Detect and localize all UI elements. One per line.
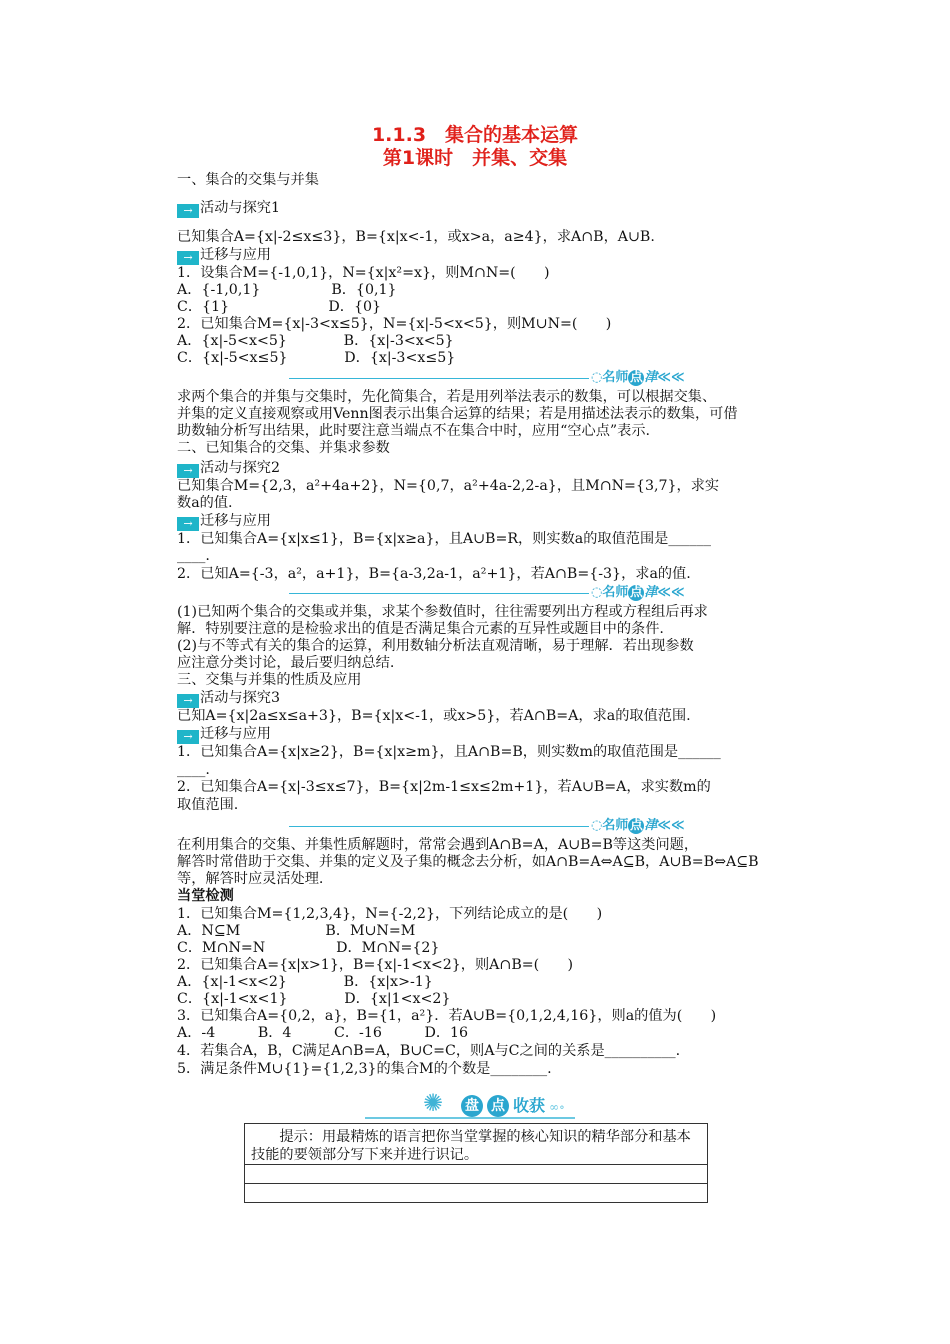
- text-line: (1)已知两个集合的交集或并集，求某个参数值时，往往需要列出方程或方程组后再求: [177, 604, 708, 620]
- activity-2: [177, 460, 280, 478]
- palm-icon: ✺: [423, 1089, 444, 1117]
- summary-box: [244, 1123, 708, 1203]
- summary-hint: 提示：用最精炼的语言把你当堂掌握的核心知识的精华部分和基本技能的要领部分写下来并进行识记。: [251, 1129, 691, 1163]
- mingshi-banner: [289, 585, 699, 601]
- text-line: ____.: [177, 762, 210, 778]
- text-line: 2．已知A={-3，a²，a+1}，B={a-3,2a-1，a²+1}，若A∩B={-3}，求a的值.: [177, 566, 691, 582]
- activity-1: [177, 200, 280, 218]
- mingshi-badge: ◌名师点 津≪≪: [591, 585, 685, 600]
- text-line: 解．特别要注意的是检验求出的值是否满足集合元素的互异性或题目中的条件.: [177, 621, 664, 637]
- text-line: 并集的定义直接观察或用Venn图表示出集合运算的结果；若是用描述法表示的数集，可借: [177, 406, 738, 422]
- text-line: 已知集合M={2,3，a²+4a+2}，N={0,7，a²+4a-2,2-a}，且M∩N={3,7}，求实: [177, 478, 720, 494]
- practice-label: 迁移与应用: [200, 247, 271, 263]
- mingshi-banner: [289, 370, 699, 386]
- text-line: (2)与不等式有关的集合的运算，利用数轴分析法直观清晰，易于理解．若出现参数: [177, 638, 694, 654]
- pandian-banner: [365, 1090, 615, 1122]
- page-title: 1.1.3 集合的基本运算: [371, 124, 579, 146]
- activity-label: 活动与探究3: [200, 690, 280, 706]
- text-line: 2．已知集合A={x|x>1}，B={x|-1<x<2}，则A∩B=( ): [177, 957, 574, 973]
- practice-label: 迁移与应用: [200, 726, 271, 742]
- text-line: 1．已知集合M={1,2,3,4}，N={-2,2}，下列结论成立的是( ): [177, 906, 603, 922]
- text-line: ____.: [177, 548, 210, 564]
- banner-wave: [365, 1117, 575, 1119]
- text-line: C．{x|-5<x≤5} D．{x|-3<x≤5}: [177, 350, 456, 366]
- text-line: 2．已知集合A={x|-3≤x≤7}，B={x|2m-1≤x≤2m+1}，若A∪B=A，求实数m的: [177, 779, 711, 795]
- practice-label: 迁移与应用: [200, 513, 271, 529]
- text-line: A．-4 B．4 C．-16 D．16: [177, 1025, 469, 1041]
- text-line: A．{x|-5<x<5} B．{x|-3<x<5}: [177, 333, 454, 349]
- banner-rule: [289, 593, 589, 594]
- banner-rule: [289, 378, 589, 379]
- text-line: 求两个集合的并集与交集时，先化简集合，若是用列举法表示的数集，可以根据交集、: [177, 389, 717, 405]
- text-line: 5．满足条件M∪{1}={1,2,3}的集合M的个数是________.: [177, 1061, 552, 1077]
- text-line: A．N⊆M B．M∪N=M: [177, 923, 416, 939]
- arrow-icon: →: [177, 251, 199, 265]
- practice-1: [177, 247, 271, 265]
- activity-label: 活动与探究1: [200, 200, 280, 216]
- text-line: A．{x|-1<x<2} B．{x|x>-1}: [177, 974, 433, 990]
- text-line: C．{1} D．{0}: [177, 299, 382, 315]
- section-heading-1: 一、集合的交集与并集: [177, 172, 319, 188]
- arrow-icon: →: [177, 694, 199, 708]
- text-line: 1．已知集合A={x|x≥2}，B={x|x≥m}，且A∩B=B，则实数m的取值范围是______: [177, 744, 721, 760]
- text-line: C．M∩N=N D．M∩N={2}: [177, 940, 440, 956]
- section-heading-check: 当堂检测: [177, 888, 234, 904]
- text-line: 等，解答时应灵活处理.: [177, 871, 324, 887]
- text-line: 数a的值.: [177, 495, 233, 511]
- text-line: 3．已知集合A={0,2，a}，B={1，a²}．若A∪B={0,1,2,4,16}，则a的值为( ): [177, 1008, 717, 1024]
- summary-row-divider: [245, 1183, 707, 1184]
- arrow-icon: →: [177, 464, 199, 478]
- mingshi-banner: [289, 818, 699, 834]
- shouhuo-label: 收获: [513, 1096, 546, 1115]
- practice-2: [177, 513, 271, 531]
- text-line: 取值范围.: [177, 797, 239, 813]
- banner-rule: [289, 826, 589, 827]
- text-line: A．{-1,0,1} B．{0,1}: [177, 282, 397, 298]
- text-line: 2．已知集合M={x|-3<x≤5}，N={x|-5<x<5}，则M∪N=( ): [177, 316, 612, 332]
- text-line: 解答时常借助于交集、并集的定义及子集的概念去分析，如A∩B=A⇔A⊆B，A∪B=B⇔A⊆B: [177, 854, 759, 870]
- activity-label: 活动与探究2: [200, 460, 280, 476]
- text-line: 1．设集合M={-1,0,1}，N={x|x²=x}，则M∩N=( ): [177, 265, 550, 281]
- activity-3: [177, 690, 280, 708]
- text-line: C．{x|-1<x<1} D．{x|1<x<2}: [177, 991, 451, 1007]
- arrow-icon: →: [177, 517, 199, 531]
- mingshi-badge: ◌名师点 津≪≪: [591, 370, 685, 385]
- page-subtitle: 第1课时 并集、交集: [382, 147, 568, 169]
- text-line: 1．已知集合A={x|x≤1}，B={x|x≥a}，且A∪B=R，则实数a的取值范围是______: [177, 531, 711, 547]
- section-heading-3: 三、交集与并集的性质及应用: [177, 672, 362, 688]
- mingshi-badge: ◌名师点 津≪≪: [591, 818, 685, 833]
- text-line: 应注意分类讨论，最后要归纳总结.: [177, 655, 395, 671]
- summary-row-divider: [245, 1164, 707, 1165]
- text-line: 已知集合A={x|-2≤x≤3}，B={x|x<-1，或x>a，a≥4}，求A∩B，A∪B.: [177, 229, 655, 245]
- arrow-icon: →: [177, 730, 199, 744]
- text-line: 助数轴分析写出结果，此时要注意当端点不在集合中时，应用“空心点”表示.: [177, 423, 651, 439]
- arrow-icon: →: [177, 204, 199, 218]
- text-line: 4．若集合A，B，C满足A∩B=A，B∪C=C，则A与C之间的关系是__________.: [177, 1043, 681, 1059]
- practice-3: [177, 726, 271, 744]
- text-line: 已知A={x|2a≤x≤a+3}，B={x|x<-1，或x>5}，若A∩B=A，求a的取值范围.: [177, 708, 691, 724]
- pan-badge: 盘: [461, 1095, 483, 1117]
- dian-badge: 点: [487, 1095, 509, 1117]
- spiral-icon: ∞∘: [549, 1100, 565, 1114]
- section-heading-2: 二、已知集合的交集、并集求参数: [177, 440, 390, 456]
- text-line: 在利用集合的交集、并集性质解题时，常常会遇到A∩B=A，A∪B=B等这类问题，: [177, 837, 699, 853]
